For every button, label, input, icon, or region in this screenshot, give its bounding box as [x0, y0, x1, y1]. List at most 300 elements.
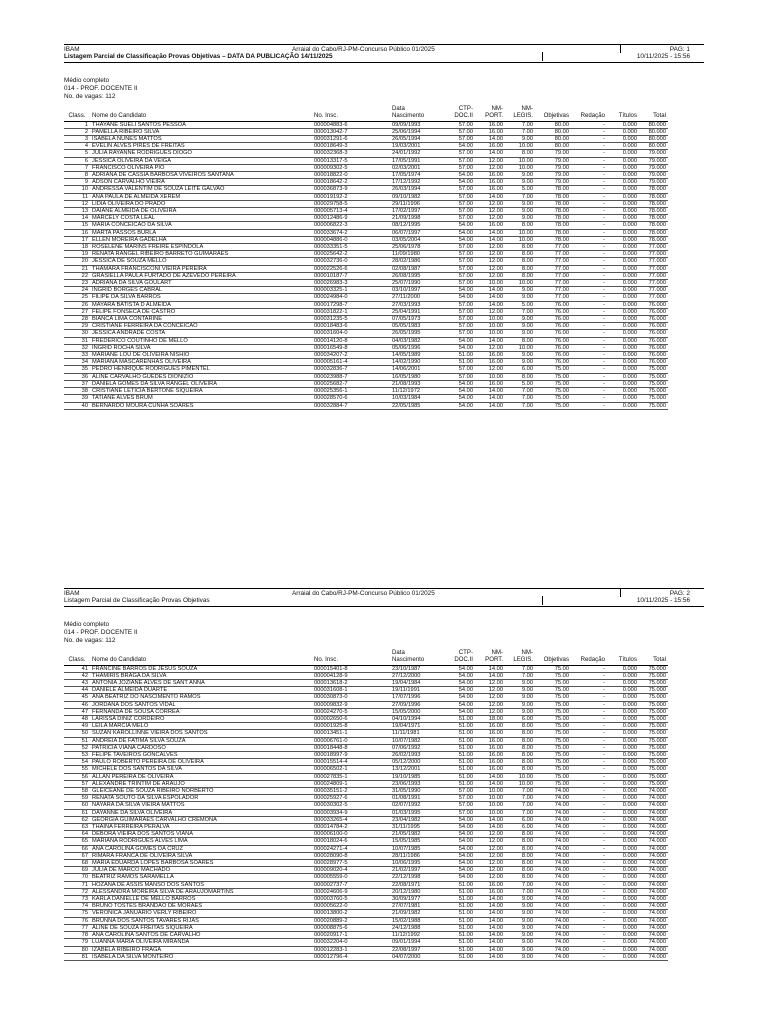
rank: 54: [64, 759, 90, 766]
total-score: 74.000: [639, 845, 668, 852]
port-score: 10.00: [475, 795, 505, 802]
candidate-name: DANIELE ALMEIDA DUARTE: [90, 687, 312, 694]
legis-score: 8.00: [505, 150, 535, 157]
ctp-score: 57.00: [440, 272, 475, 279]
rank: 36: [64, 373, 90, 380]
table-row: [64, 874, 668, 881]
candidate-name: ANA BEATRIZ DO NASCIMENTO RAMOS: [90, 694, 312, 701]
registration-number: 000014120-8: [312, 337, 390, 344]
col-ctp: CTP- DOC.II: [440, 106, 475, 121]
total-score: 74.000: [639, 932, 668, 939]
rank: 76: [64, 917, 90, 924]
ctp-score: 51.00: [440, 946, 475, 953]
objective-score: 74.00: [535, 917, 571, 924]
table-row: [64, 135, 668, 142]
registration-number: 000002650-6: [312, 716, 390, 723]
port-score: 12.00: [475, 694, 505, 701]
legis-score: 9.00: [505, 208, 535, 215]
table-row: [64, 186, 668, 193]
essay-score: -: [571, 229, 607, 236]
birth-date: 20/12/1980: [390, 888, 440, 895]
registration-number: 000004886-0: [312, 236, 390, 243]
total-score: 76.000: [639, 352, 668, 359]
registration-number: 000003325-1: [312, 287, 390, 294]
port-score: 14.00: [475, 953, 505, 960]
titles-score: 0.000: [607, 910, 639, 917]
ctp-score: 51.00: [440, 759, 475, 766]
total-score: 75.000: [639, 402, 668, 409]
titles-score: 0.000: [607, 665, 639, 672]
candidate-name: ISABELA DA SILVA MONTEIRO: [90, 953, 312, 960]
birth-date: 23/04/1982: [390, 816, 440, 823]
candidate-name: PAMELLA RIBEIRO SILVA: [90, 128, 312, 135]
legis-score: 8.00: [505, 852, 535, 859]
col-name: Nome do Candidato: [90, 106, 312, 121]
page-header: [64, 44, 704, 73]
titles-score: 0.000: [607, 258, 639, 265]
total-score: 74.000: [639, 860, 668, 867]
objective-score: 74.00: [535, 824, 571, 831]
registration-number: 000004883-6: [312, 121, 390, 128]
titles-score: 0.000: [607, 380, 639, 387]
ctp-score: 54.00: [440, 838, 475, 845]
objective-score: 74.00: [535, 881, 571, 888]
birth-date: 27/07/1981: [390, 903, 440, 910]
ctp-score: 57.00: [440, 157, 475, 164]
objective-score: 76.00: [535, 344, 571, 351]
birth-date: 08/12/1995: [390, 222, 440, 229]
candidate-name: DANIELA GOMES DA SILVA RANGEL OLIVEIRA: [90, 380, 312, 387]
objective-score: 75.00: [535, 395, 571, 402]
legis-score: 9.00: [505, 701, 535, 708]
titles-score: 0.000: [607, 672, 639, 679]
titles-score: 0.000: [607, 874, 639, 881]
registration-number: 000009020-4: [312, 867, 390, 874]
titles-score: 0.000: [607, 337, 639, 344]
header-rule: [64, 606, 704, 607]
ctp-score: 54.00: [440, 867, 475, 874]
rank: 3: [64, 135, 90, 142]
registration-number: 000025682-7: [312, 380, 390, 387]
registration-number: 000031822-1: [312, 308, 390, 315]
total-score: 79.000: [639, 150, 668, 157]
rank: 39: [64, 395, 90, 402]
essay-score: -: [571, 824, 607, 831]
essay-score: -: [571, 344, 607, 351]
total-score: 75.000: [639, 694, 668, 701]
port-score: 14.00: [475, 816, 505, 823]
registration-number: 000028977-5: [312, 860, 390, 867]
birth-date: 26/02/1993: [390, 752, 440, 759]
ctp-score: 51.00: [440, 359, 475, 366]
ctp-score: 57.00: [440, 308, 475, 315]
col-port: NM- PORT.: [475, 650, 505, 665]
ctp-score: 51.00: [440, 752, 475, 759]
titles-score: 0.000: [607, 723, 639, 730]
table-row: [64, 860, 668, 867]
table-row: [64, 280, 668, 287]
table-row: [64, 802, 668, 809]
rank: 46: [64, 701, 90, 708]
port-score: 10.00: [475, 788, 505, 795]
objective-score: 77.00: [535, 280, 571, 287]
legis-score: 8.00: [505, 730, 535, 737]
registration-number: 000018483-6: [312, 323, 390, 330]
port-score: 12.00: [475, 308, 505, 315]
legis-score: 9.00: [505, 708, 535, 715]
birth-date: 15/02/1988: [390, 917, 440, 924]
legis-score: 7.00: [505, 193, 535, 200]
ctp-score: 57.00: [440, 164, 475, 171]
essay-score: -: [571, 723, 607, 730]
essay-score: -: [571, 802, 607, 809]
ctp-score: 54.00: [440, 831, 475, 838]
titles-score: 0.000: [607, 845, 639, 852]
objective-score: 75.00: [535, 730, 571, 737]
table-row: [64, 816, 668, 823]
table-row: [64, 795, 668, 802]
legis-score: 9.00: [505, 687, 535, 694]
birth-date: 05/06/1996: [390, 344, 440, 351]
birth-date: 22/05/1985: [390, 402, 440, 409]
table-row: [64, 172, 668, 179]
registration-number: 000013317-5: [312, 157, 390, 164]
port-score: 14.00: [475, 337, 505, 344]
essay-score: -: [571, 222, 607, 229]
table-row: [64, 766, 668, 773]
essay-score: -: [571, 272, 607, 279]
ctp-score: 54.00: [440, 679, 475, 686]
table-row: [64, 694, 668, 701]
objective-score: 75.00: [535, 402, 571, 409]
birth-date: 27/03/1993: [390, 301, 440, 308]
registration-number: 000017298-7: [312, 301, 390, 308]
table-row: [64, 366, 668, 373]
objective-score: 75.00: [535, 665, 571, 672]
total-score: 75.000: [639, 708, 668, 715]
legis-score: 8.00: [505, 337, 535, 344]
rank: 56: [64, 773, 90, 780]
ctp-score: 51.00: [440, 744, 475, 751]
candidate-name: ISABELA NUNES MATTOS: [90, 135, 312, 142]
essay-score: -: [571, 874, 607, 881]
ctp-score: 57.00: [440, 802, 475, 809]
table-row: [64, 287, 668, 294]
candidate-name: JULIA RAYANNE RODRIGUES DIOGO: [90, 150, 312, 157]
rank: 19: [64, 251, 90, 258]
registration-number: 000019192-2: [312, 193, 390, 200]
table-row: [64, 128, 668, 135]
rank: 44: [64, 687, 90, 694]
essay-score: -: [571, 932, 607, 939]
total-score: 78.000: [639, 200, 668, 207]
rank: 37: [64, 380, 90, 387]
registration-number: 000031291-6: [312, 135, 390, 142]
port-score: 12.00: [475, 867, 505, 874]
objective-score: 74.00: [535, 910, 571, 917]
rank: 57: [64, 780, 90, 787]
titles-score: 0.000: [607, 244, 639, 251]
legis-score: 10.00: [505, 229, 535, 236]
rank: 30: [64, 330, 90, 337]
essay-score: -: [571, 888, 607, 895]
total-score: 75.000: [639, 701, 668, 708]
essay-score: -: [571, 730, 607, 737]
total-score: 77.000: [639, 265, 668, 272]
port-score: 14.00: [475, 294, 505, 301]
objective-score: 74.00: [535, 874, 571, 881]
ctp-score: 51.00: [440, 766, 475, 773]
registration-number: 000018024-6: [312, 838, 390, 845]
rank: 18: [64, 244, 90, 251]
table-row: [64, 708, 668, 715]
port-score: 16.00: [475, 359, 505, 366]
birth-date: 30/09/1977: [390, 896, 440, 903]
registration-number: 000034207-2: [312, 352, 390, 359]
port-score: 14.00: [475, 301, 505, 308]
objective-score: 75.00: [535, 737, 571, 744]
vacancies: No. de vagas: 112: [64, 636, 116, 644]
total-score: 75.000: [639, 366, 668, 373]
titles-score: 0.000: [607, 903, 639, 910]
essay-score: -: [571, 294, 607, 301]
titles-score: 0.000: [607, 730, 639, 737]
total-score: 78.000: [639, 229, 668, 236]
titles-score: 0.000: [607, 860, 639, 867]
candidate-name: PATRICIA VIANA CARDOSO: [90, 744, 312, 751]
table-row: [64, 395, 668, 402]
legis-score: 5.00: [505, 186, 535, 193]
birth-date: 28/02/1986: [390, 258, 440, 265]
port-score: 16.00: [475, 380, 505, 387]
legis-score: 9.00: [505, 330, 535, 337]
rank: 31: [64, 337, 90, 344]
port-score: 10.00: [475, 316, 505, 323]
total-score: 75.000: [639, 759, 668, 766]
port-score: 12.00: [475, 215, 505, 222]
table-header-row: [64, 106, 668, 121]
rank: 33: [64, 352, 90, 359]
registration-number: 000032736-0: [312, 258, 390, 265]
rank: 47: [64, 708, 90, 715]
ctp-score: 51.00: [440, 939, 475, 946]
total-score: 74.000: [639, 881, 668, 888]
essay-score: -: [571, 780, 607, 787]
titles-score: 0.000: [607, 708, 639, 715]
candidate-name: ALLAN PEREIRA DE OLIVEIRA: [90, 773, 312, 780]
birth-date: 11/09/1980: [390, 251, 440, 258]
essay-score: -: [571, 759, 607, 766]
essay-score: -: [571, 708, 607, 715]
essay-score: -: [571, 308, 607, 315]
objective-score: 74.00: [535, 795, 571, 802]
rank: 24: [64, 287, 90, 294]
legis-score: 8.00: [505, 831, 535, 838]
total-score: 75.000: [639, 373, 668, 380]
org-name: IBAM: [64, 46, 80, 53]
legis-score: 7.00: [505, 395, 535, 402]
table-row: [64, 788, 668, 795]
legis-score: 8.00: [505, 766, 535, 773]
legis-score: 8.00: [505, 244, 535, 251]
essay-score: -: [571, 236, 607, 243]
total-score: 78.000: [639, 215, 668, 222]
registration-number: 000008875-6: [312, 924, 390, 931]
port-score: 10.00: [475, 280, 505, 287]
objective-score: 79.00: [535, 172, 571, 179]
titles-score: 0.000: [607, 766, 639, 773]
legis-score: 9.00: [505, 694, 535, 701]
essay-score: -: [571, 287, 607, 294]
total-score: 75.000: [639, 665, 668, 672]
total-score: 74.000: [639, 824, 668, 831]
objective-score: 74.00: [535, 788, 571, 795]
candidate-name: THAMARA FRANCISCONI VIEIRA PEREIRA: [90, 265, 312, 272]
registration-number: 000022526-6: [312, 265, 390, 272]
rank: 81: [64, 953, 90, 960]
essay-score: -: [571, 665, 607, 672]
table-row: [64, 200, 668, 207]
port-score: 14.00: [475, 287, 505, 294]
rank: 79: [64, 939, 90, 946]
ctp-score: 51.00: [440, 896, 475, 903]
rank: 15: [64, 222, 90, 229]
objective-score: 74.00: [535, 953, 571, 960]
birth-date: 14/06/2001: [390, 366, 440, 373]
rank: 61: [64, 809, 90, 816]
candidate-name: FREDERICO COUTINHO DE MELLO: [90, 337, 312, 344]
rank: 51: [64, 737, 90, 744]
job-info: [64, 621, 704, 644]
titles-score: 0.000: [607, 157, 639, 164]
ctp-score: 54.00: [440, 824, 475, 831]
total-score: 74.000: [639, 867, 668, 874]
total-score: 80.000: [639, 128, 668, 135]
report-datetime: 10/11/2025 - 15:56: [636, 53, 690, 60]
candidate-name: BIANCA LIMA CONTARINE: [90, 316, 312, 323]
essay-score: -: [571, 701, 607, 708]
legis-score: 7.00: [505, 788, 535, 795]
birth-date: 09/01/1994: [390, 939, 440, 946]
objective-score: 74.00: [535, 946, 571, 953]
legis-score: 7.00: [505, 388, 535, 395]
objective-score: 76.00: [535, 330, 571, 337]
objective-score: 76.00: [535, 301, 571, 308]
port-score: 12.00: [475, 244, 505, 251]
port-score: 12.00: [475, 258, 505, 265]
candidate-name: BRUNNA DOS SANTOS TAVARES RIJAS: [90, 917, 312, 924]
titles-score: 0.000: [607, 694, 639, 701]
total-score: 78.000: [639, 208, 668, 215]
legis-score: 9.00: [505, 135, 535, 142]
candidate-name: ANA CAROLINA GOMES DA CRUZ: [90, 845, 312, 852]
rank: 5: [64, 150, 90, 157]
registration-number: 000009832-9: [312, 701, 390, 708]
ranking-table: [64, 106, 668, 409]
legis-score: 9.00: [505, 924, 535, 931]
rank: 64: [64, 831, 90, 838]
candidate-name: GLEICEANE DE SOUZA RIBEIRO NORBERTO: [90, 788, 312, 795]
legis-score: 9.00: [505, 910, 535, 917]
legis-score: 9.00: [505, 946, 535, 953]
rank: 9: [64, 179, 90, 186]
ctp-score: 51.00: [440, 932, 475, 939]
page-number: PAG: 1: [669, 46, 690, 53]
ctp-score: 54.00: [440, 672, 475, 679]
titles-score: 0.000: [607, 679, 639, 686]
titles-score: 0.000: [607, 716, 639, 723]
essay-score: -: [571, 672, 607, 679]
birth-date: 26/05/1995: [390, 330, 440, 337]
registration-number: 000032836-7: [312, 366, 390, 373]
ctp-score: 54.00: [440, 845, 475, 852]
registration-number: 000002737-7: [312, 881, 390, 888]
titles-score: 0.000: [607, 388, 639, 395]
total-score: 77.000: [639, 258, 668, 265]
legis-score: 7.00: [505, 795, 535, 802]
titles-score: 0.000: [607, 215, 639, 222]
objective-score: 78.00: [535, 222, 571, 229]
candidate-name: LEILA MARCIA MELO: [90, 723, 312, 730]
rank: 21: [64, 265, 90, 272]
table-row: [64, 251, 668, 258]
rank: 67: [64, 852, 90, 859]
port-score: 16.00: [475, 172, 505, 179]
titles-score: 0.000: [607, 294, 639, 301]
legis-score: 7.00: [505, 128, 535, 135]
objective-score: 77.00: [535, 244, 571, 251]
total-score: 74.000: [639, 874, 668, 881]
port-score: 10.00: [475, 802, 505, 809]
legis-score: 6.00: [505, 816, 535, 823]
rank: 2: [64, 128, 90, 135]
candidate-name: JORDANA DOS SANTOS VIDAL: [90, 701, 312, 708]
port-score: 16.00: [475, 730, 505, 737]
objective-score: 75.00: [535, 679, 571, 686]
page-header: [64, 588, 704, 617]
essay-score: -: [571, 881, 607, 888]
candidate-name: TATIANE ALVES BRUM: [90, 395, 312, 402]
titles-score: 0.000: [607, 752, 639, 759]
rank: 34: [64, 359, 90, 366]
rank: 12: [64, 200, 90, 207]
birth-date: 14/02/1990: [390, 359, 440, 366]
candidate-name: RIMARA FRANCA DE OLIVEIRA SILVA: [90, 852, 312, 859]
contest-name: Arraial do Cabo/RJ-PM-Concurso Público 01/2025: [292, 46, 435, 53]
titles-score: 0.000: [607, 687, 639, 694]
port-score: 12.00: [475, 366, 505, 373]
essay-score: -: [571, 395, 607, 402]
titles-score: 0.000: [607, 135, 639, 142]
ctp-score: 51.00: [440, 903, 475, 910]
registration-number: 000024271-4: [312, 845, 390, 852]
candidate-name: ANDRESSA VALENTIM DE SOUZA LEITE GALVAO: [90, 186, 312, 193]
port-score: 14.00: [475, 939, 505, 946]
table-row: [64, 373, 668, 380]
ctp-score: 51.00: [440, 881, 475, 888]
table-row: [64, 867, 668, 874]
total-score: 75.000: [639, 723, 668, 730]
rank: 45: [64, 694, 90, 701]
table-row: [64, 301, 668, 308]
table-row: [64, 258, 668, 265]
col-total: Total: [639, 106, 668, 121]
registration-number: 000018997-9: [312, 752, 390, 759]
rank: 80: [64, 946, 90, 953]
legis-score: 10.00: [505, 780, 535, 787]
candidate-name: THAMIRIS BRAGA DA SILVA: [90, 672, 312, 679]
total-score: 75.000: [639, 730, 668, 737]
